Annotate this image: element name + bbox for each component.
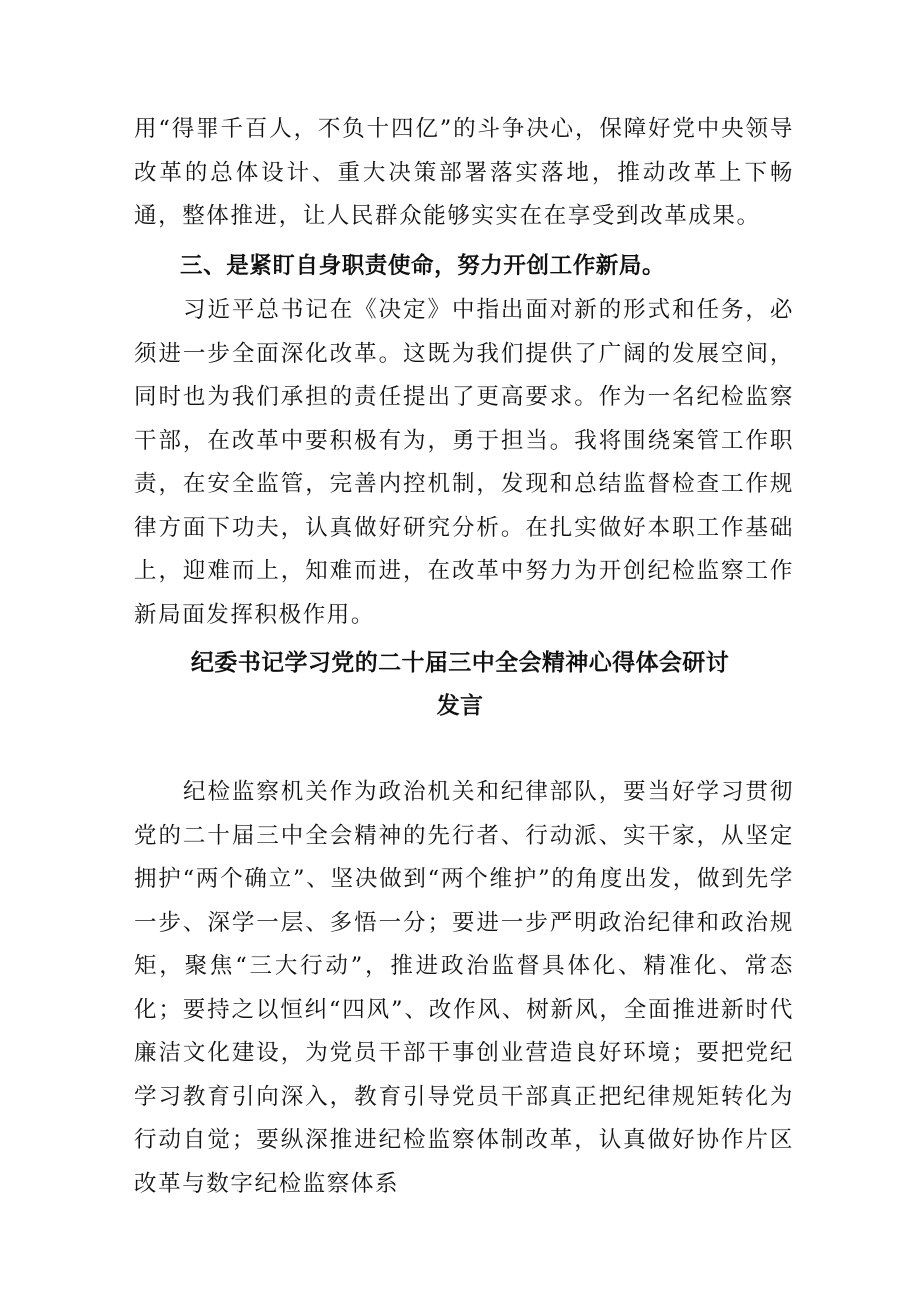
continued-paragraph: 用“得罪千百人，不负十四亿”的斗争决心，保障好党中央领导改革的总体设计、重大决策部署落实落地，推动改革上下畅通，整体推进，让人民群众能够实实在在享受到改革成果。 xyxy=(134,116,794,229)
article-title-line-2: 发言 xyxy=(436,693,484,719)
section-paragraph: 习近平总书记在《决定》中指出面对新的形式和任务，必须进一步全面深化改革。这既为我们提供了广阔的发展空间，同时也为我们承担的责任提出了更高要求。作为一名纪检监察干部，在改革中要积极有为，勇于担当。我将围绕案管工作职责，在安全监管，完善内控机制，发现和总结监督检查工作规律方面下功夫，认真做好研究分析。在扎实做好本职工作基础上，迎难而上，知难而进，在改革中努力为开创纪检监察工作新局面发挥积极作用。 xyxy=(134,297,794,628)
article-paragraph: 纪检监察机关作为政治机关和纪律部队，要当好学习贯彻党的二十届三中全会精神的先行者、行动派、实干家，从坚定拥护“两个确立”、坚决做到“两个维护”的角度出发，做到先学一步、深学一层、多悟一分；要进一步严明政治纪律和政治规矩，聚焦“三大行动”，推进政治监督具体化、精准化、常态化；要持之以恒纠“四风”、改作风、树新风，全面推进新时代廉洁文化建设，为党员干部干事创业营造良好环境；要把党纪学习教育引向深入，教育引导党员干部真正把纪律规矩转化为行动自觉；要纵深推进纪检监察体制改革，认真做好协作片区改革与数字纪检监察体系 xyxy=(134,779,794,1197)
article-title-line-1: 纪委书记学习党的二十届三中全会精神心得体会研讨 xyxy=(190,650,730,676)
section-heading: 三、是紧盯自身职责使命，努力开创工作新局。 xyxy=(180,253,666,279)
